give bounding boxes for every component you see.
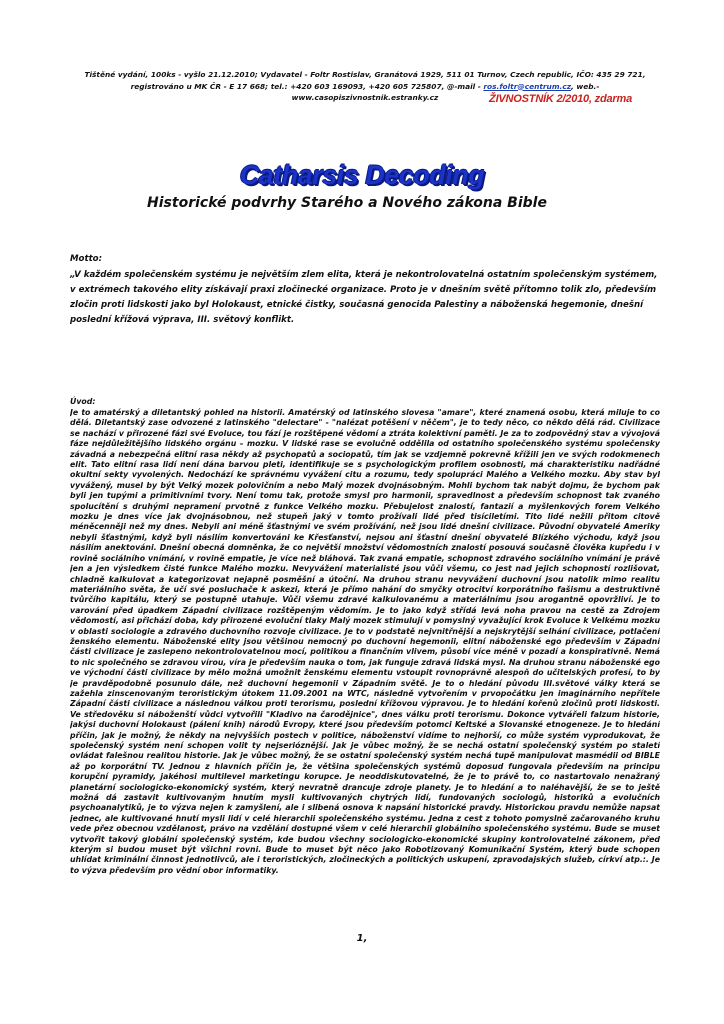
issue-label: ŽIVNOSTNÍK 2/2010, zdarma xyxy=(489,93,632,105)
email-link[interactable]: ros.foltr@centrum.cz xyxy=(483,81,572,91)
document-subtitle: Historické podvrhy Starého a Nového zákona Bible xyxy=(147,195,547,211)
imprint-line-1: Tištěné vydání, 100ks - vyšlo 21.12.2010; Vydavatel - Foltr Rostislav, Granátová 1929, 511 01 Turnov, Czech republic, IČO: 435 29 721, xyxy=(84,70,646,79)
motto-text: „V každém společenském systému je největším zlem elita, která je nekontrolovatelná ostatním společenským systémem, v extrémech takového elity získávají praxi zločinecké organizace. Proto je v dnešním světě přítomno tolik zlo, především zločin proti lidskosti jako byl Holokaust, etnické čistky, současná genocida Palestiny a náboženská hegemonie, dnešní poslední křížová výprava, III. světový konflikt. xyxy=(70,270,658,325)
document-title: Catharsis Decoding xyxy=(239,160,485,190)
imprint-web: , web.- www.casopiszivnostnik.estranky.cz xyxy=(291,81,600,102)
intro-label: Úvod: xyxy=(70,397,96,406)
motto-label: Motto: xyxy=(70,254,103,264)
intro-text: Je to amatérský a diletantský pohled na historii. Amatérský od latinského slovesa "amare", které znamená osobu, která miluje to co dělá. Diletantský zase odvozené z latinského "delectare" - "nalézat potěšení v něčem", je to tedy něco, co někdo dělá rád. Civilizace se nachází v přirozené fázi své Evoluce, tou fází je rozštěpené vědomí a ztráta kolektivní paměti. Je za to zodpovědný stav a vývojová fáze nejdůležitějšího lidského orgánu – mozku. V lidské rase se evolučně oddělila od ostatního společenského systému společensky závadná a nebezpečná elitní rasa někdy až psychopatů a sociopatů, tím jak se vzdjemně pokrevně křížili jen ve svých rodokmenech elit. Tato elitní rasa lidí není dána barvou pleti, identifikuje se s psychologickým profilem osobnosti, má charakteristiku nadřádné okultní sekty vyvolených. Nedochází ke správnému vyvážení citu a rozumu, tedy spolupráci Malého a Velkého mozku. Aby stav byl vyvážený, musel by být Velký mozek polovičním a nebo Malý mozek dvojnásobným. Mohli bychom tak nabýt dojmu, že bychom pak byli jen tupými a primitivními tvory. Není tomu tak, protože smysl pro harmonii, spravedlnost a především schopnost tak zvaného spolucítění s druhými nepramení prvotně z funkce Velkého mozku. Přebujelost znalostí, fantazií a myšlenkových forem Velkého mozku je dnes více jak dvojnásobnou, než stupeň jaký v tomto prožívali lidé před tisíciletími. Tito lidé nežili přitom citově méněcenněji než my dnes. Nebyli ani méně šťastnými ve svém prožívání, než jsou lidé dnešní civilizace. Původní obyvatelé Ameriky nebyli šťastnými, když byli násilím konvertováni ke Křesťanství, nejsou ani šťastní dnešní obyvatelé Blízkého východu, když jsou násilím anektováni. Dnešní obecná domněnka, že co největší množství vědomostních znalostí posouvá současně člověka kupředu i v rovině sociálního vnímání, v rovině empatie, je více než bláhová. Tak zvaná empatie, schopnost zdravého sociálního vnímání je právě jen a jen výsledkem čisté funkce Malého mozku. Nevyvážení materialisté jsou vůči všemu, co jest nad jejich schopností rozlišovat, chladně kalkulovat a kategorizovat nejapně posměšní a útoční. Na druhou stranu nevyvážení duchovní jsou natolik mimo realitu materiálního světa, že učí své posluchače k askezi, která je přímo nahání do smyčky otrocitví korporátního fašismu a destruktivně tvůrčího kapitálu, který se postupně utahuje. Vůči všemu zdravé kalkulovanému a materiálnímu jsou arogantně opovržliví. Je to varování před úpadkem Západní civilizace rozštěpeným vědomím. Je to jako když střídá levá noha pravou na cestě za Zdrojem vědomostí, asi přichází doba, kdy přirozené evoluční tlaky Malý mozek stimulují v pomyslný vyvažující krok Evoluce k Velkému mozku v oblasti sociologie a zdravého duchovního rozvoje civilizace. Je to v podstatě nejvnitřnější a nejskrytější selhání civilizace, potlačení ženského elementu. Náboženské elity jsou většinou nemocný po duchovní hegemonii, elitní náboženské ego především v Západní části civilizace je zaslepeno nekontrolovatelnou mocí, politikou a finančním vlivem, působí více méně v pozadí a konspirativně. Nemá to nic společného se zdravou vírou, víra je především nauka o tom, jak funguje zdravá lidská mysl. Na druhou stranu náboženské ego ve východní části civilizace by mělo možná umožnit ženskému elementu vstoupit rovnoprávně alespoň do učitelských profesí, to by je pravděpodobně posunulo dále, než duchovní hegemonii v Západním světě. Je to o hledání původu III.světové války která se zažehla zinscenovaným teroristickým útokem 11.09.2001 na WTC, následně vytvořením v prvopočátku jen imaginárního nepřítele Západní části civilizace a následnou válkou proti terorismu, poslední křížovou výpravou. Je to hledání kořenů zločinů proti lidskosti. Ve středověku si náboženští vůdci vytvořili "Kladivo na čarodějnice", dnes válku proti terorismu. Dokonce vytvářeli falzum historie, jakýsi duchovní Holokaust (pálení knih) národů Evropy, které jsou především potomci Keltské a Slovanské etnogeneze. Je to hledání příčin, jak je možný, že někdy na nejvyšších postech v politice, náboženství vidíme to nejhorší, co může systém vyprodukovat, že společenský systém není schopen volit ty nejserióznější. Jak je vůbec možný, že se nechá ostatní společenský systém po staletí ovládat falešnou realitou historie. Jak je vůbec možný, že se ostatní společenský systém nechá tupě manipulovat masmédii od BIBLE až po korporátní TV. Jednou z hlavních příčin je, že většina společenských systémů doposud fungovala především na principu korupční pyramidy, jakéhosi multilevel marketingu korupce. Je neoddiskutovatelné, že je to právě to, co nastartovalo nenažraný planetární sociologicko-ekonomický systém, který nevratně drancuje zdroje planety. Je to hledání a to naléhavější, že se to ještě možná dá zastavit kultivovaným hnutím mysli kultivovaných chytrých lidí, fundovaných sociologů, historiků a evolučních psychoanalytiků, je to výzva nejen k zamyšlení, ale i slibená osnova k napsání historické pravdy. Historickou pravdu nemůže napsat jednec, ale kultivované hnutí mysli lidí v celé hierarchii společenského systému. Jedna z cest z tohoto pomyslně začarovaného kruhu vede přez obecnou vzdělanost, právo na vzdělání dostupné všem v celé hierarchii globálního společenského systému. Bude se muset vytvořit takový globální společenský systém, kde budou všechny sociologicko-ekonomické skupiny kontrolovatelné zákonem, před kterým si budou muset být všichni rovni. Bude to muset být něco jako Robotizovaný Komunikační Systém, který bude schopen uhlídat kriminální činnost jednotlivců, ale i teroristických, zločineckých a politických uskupení, zpravodajských služeb, církví atp.:. Je to výzva především pro vědní obor informatiky. xyxy=(70,408,660,875)
imprint-contact: registrováno u MK ČR - E 17 668; tel.: +420 603 169093, +420 605 725807, @-mail - xyxy=(130,81,484,91)
page-number: 1, xyxy=(356,933,368,944)
